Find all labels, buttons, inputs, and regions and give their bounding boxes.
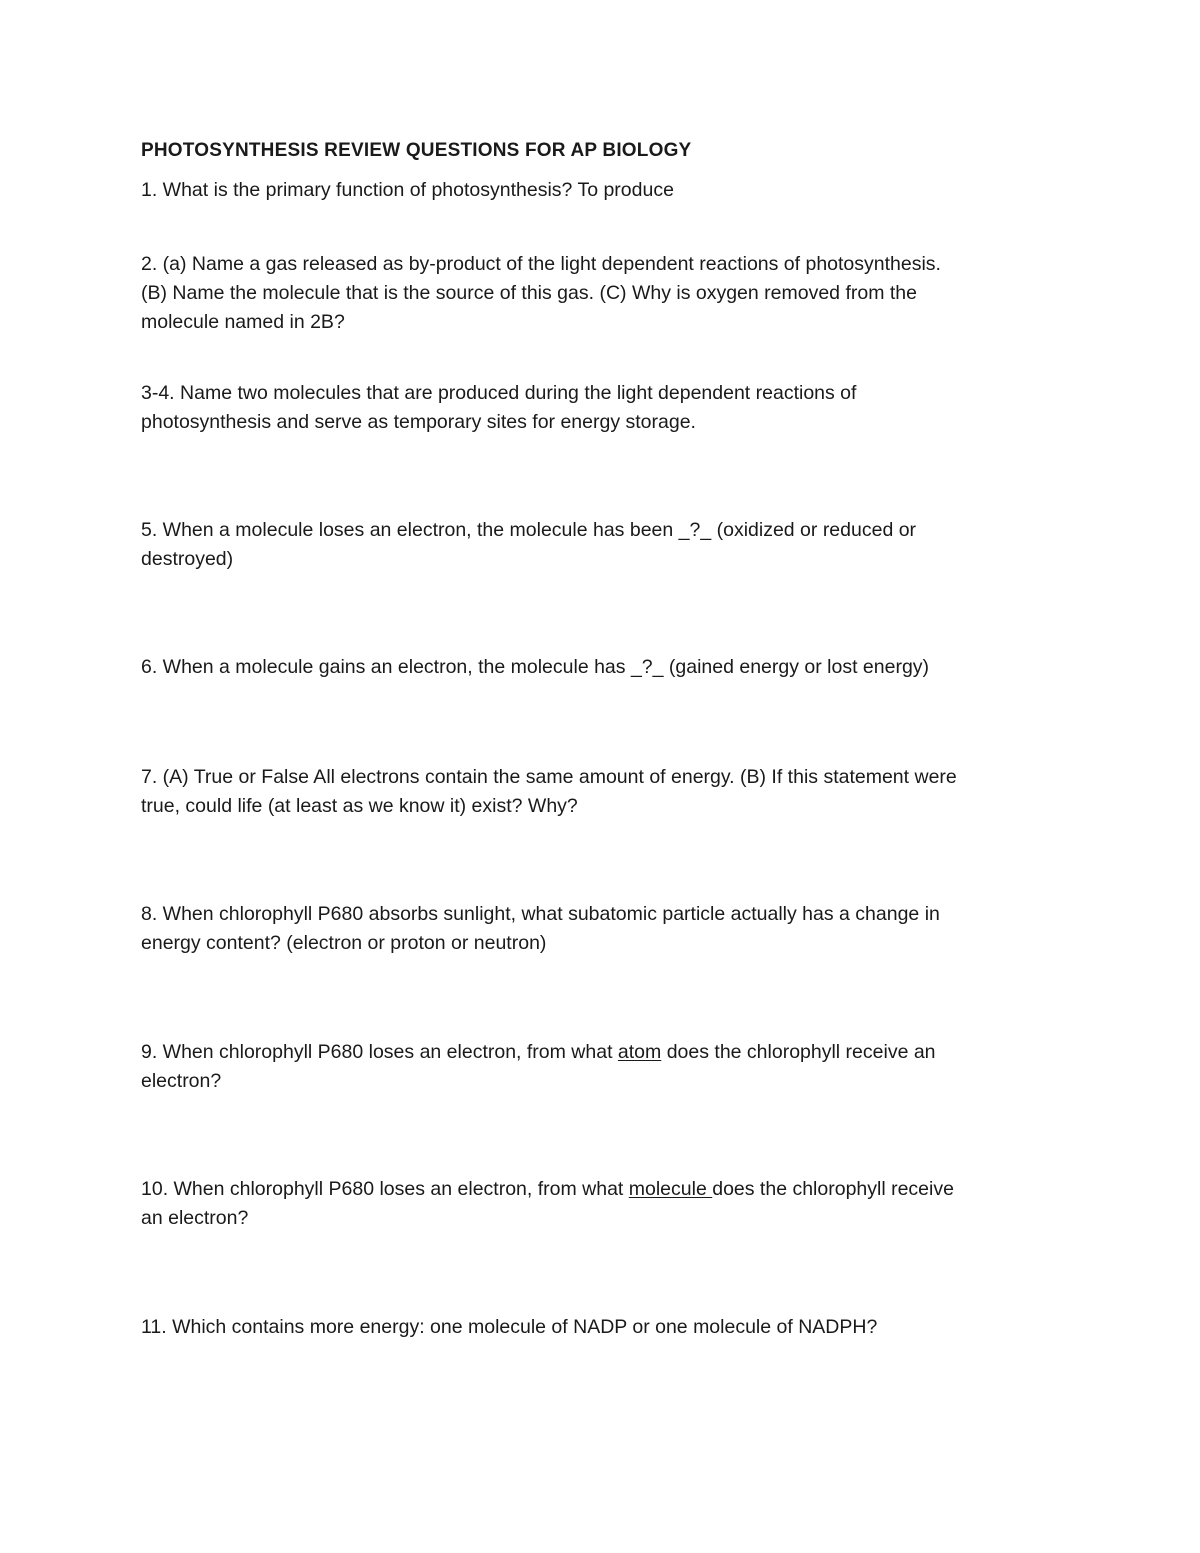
question-1: 1. What is the primary function of photosynthesis? To produce — [141, 179, 674, 201]
question-11: 11. Which contains more energy: one molecule of NADP or one molecule of NADPH? — [141, 1316, 878, 1338]
question-9-emphasis: atom — [617, 1041, 662, 1063]
question-3-4: 3-4. Name two molecules that are produced during the light dependent reactions of photosynthesis and serve as temporary sites for energy storage. — [141, 382, 857, 433]
question-9-text-before: 9. When chlorophyll P680 loses an electron, from what — [141, 1041, 618, 1063]
question-2: 2. (a) Name a gas released as by-product of the light dependent reactions of photosynthesis. (B) Name the molecule that is the source of this gas. (C) Why is oxygen removed from the molecule named in 2B? — [141, 253, 941, 333]
question-10-text-after: does the chlorophyll receive an electron? — [141, 1178, 954, 1229]
question-8: 8. When chlorophyll P680 absorbs sunlight, what subatomic particle actually has a change in energy content? (electron or proton or neutron) — [141, 903, 940, 954]
question-5: 5. When a molecule loses an electron, the molecule has been _?_ (oxidized or reduced or destroyed) — [141, 519, 917, 570]
question-6: 6. When a molecule gains an electron, the molecule has _?_ (gained energy or lost energy) — [141, 656, 930, 678]
question-10-emphasis: molecule — [628, 1178, 713, 1200]
question-9-text-after: does the chlorophyll receive an electron? — [141, 1041, 936, 1092]
question-10-text-before: 10. When chlorophyll P680 loses an electron, from what — [141, 1178, 629, 1200]
question-7: 7. (A) True or False All electrons contain the same amount of energy. (B) If this statement were true, could life (at least as we know it) exist? Why? — [141, 766, 957, 817]
question-9 — [141, 1038, 1061, 1096]
page-title: PHOTOSYNTHESIS REVIEW QUESTIONS FOR AP BIOLOGY — [141, 140, 692, 161]
question-10 — [141, 1175, 1061, 1233]
